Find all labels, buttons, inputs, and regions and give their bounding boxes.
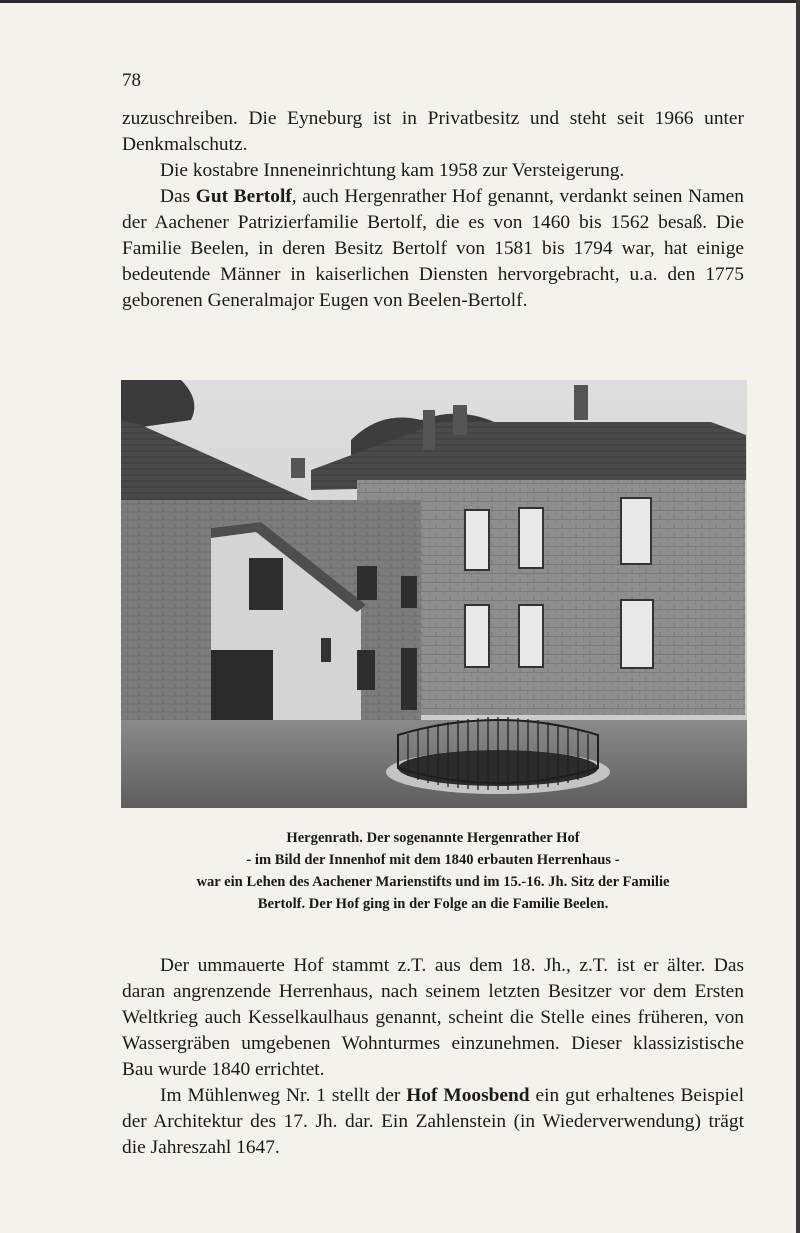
paragraph: Der ummauerte Hof stammt z.T. aus dem 18. Jh., z.T. ist er älter. Das daran angrenzende Herrenhaus, nach seinem letzten Besitzer vor dem Ersten Weltkrieg auch Kesselkaulhaus genannt, scheint die Stelle eines früheren, von Wassergräben umgebenen Wohnturmes einzunehmen. Dieser klassizistische Bau wurde 1840 errichtet. <box>122 955 744 1080</box>
page-top-edge <box>0 0 800 3</box>
body-text-bottom <box>122 953 744 1161</box>
photo-caption <box>122 827 744 915</box>
caption-line: - im Bild der Innenhof mit dem 1840 erbauten Herrenhaus - <box>246 852 620 868</box>
photo-hergenrather-hof <box>121 380 747 808</box>
term-hof-moosbend: Hof Moosbend <box>406 1085 530 1106</box>
paragraph: Die kostabre Inneneinrichtung kam 1958 zur Versteigerung. <box>160 160 625 181</box>
caption-line: Bertolf. Der Hof ging in der Folge an die Familie Beelen. <box>257 896 609 912</box>
caption-line: war ein Lehen des Aachener Marienstifts und im 15.-16. Jh. Sitz der Familie <box>196 874 670 890</box>
paragraph: Das Gut Bertolf, auch Hergenrather Hof genannt, verdankt seinen Namen der Aachener Patrizierfamilie Bertolf, die es von 1460 bis 1562 besaß. Die Familie Beelen, in deren Besitz Bertolf von 1581 bis 1794 war, hat einige bedeutende Männer in kaiserlichen Diensten hervorgebracht, u.a. den 1775 geborenen Generalmajor Eugen von Beelen-Bertolf. <box>122 186 744 311</box>
paragraph: zuzuschreiben. Die Eyneburg ist in Privatbesitz und steht seit 1966 unter Denkmalschutz. <box>122 108 744 155</box>
caption-line: Hergenrath. Der sogenannte Hergenrather Hof <box>286 830 580 846</box>
page-number: 78 <box>122 70 141 91</box>
body-text-top <box>122 106 744 314</box>
paragraph: Im Mühlenweg Nr. 1 stellt der Hof Moosbend ein gut erhaltenes Beispiel der Architektur des 17. Jh. dar. Ein Zahlenstein (in Wiederverwendung) trägt die Jahreszahl 1647. <box>122 1085 744 1158</box>
page-right-edge <box>796 0 800 1233</box>
term-gut-bertolf: Gut Bertolf <box>195 186 292 207</box>
